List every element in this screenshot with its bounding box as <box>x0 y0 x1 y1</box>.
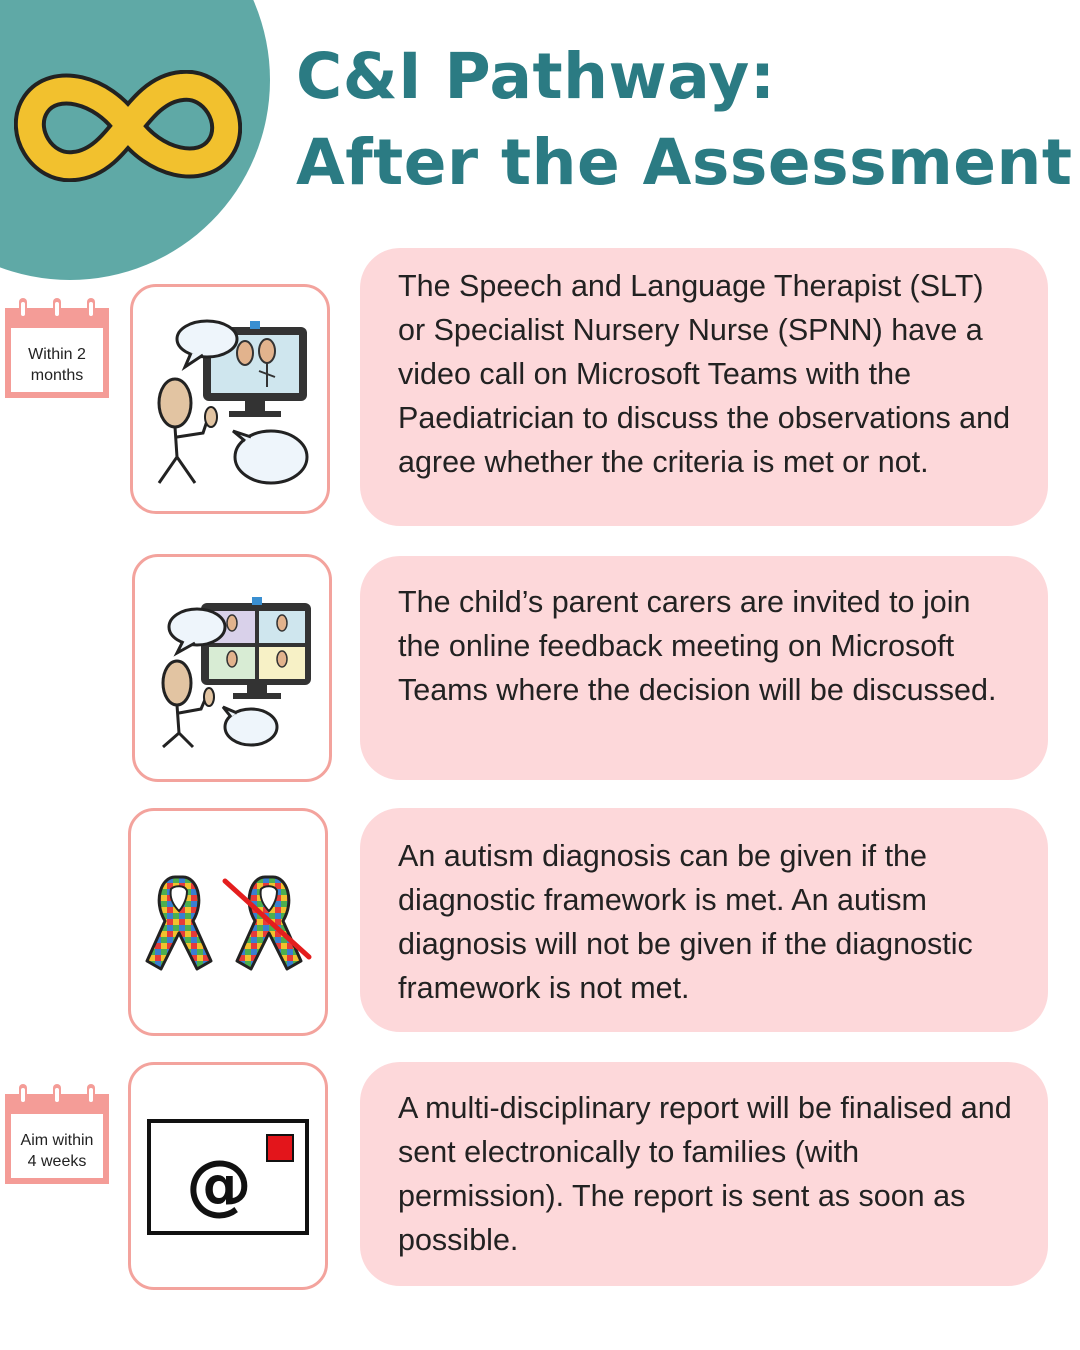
video-call-icon <box>133 287 327 511</box>
calendar-badge-step-4 <box>5 1084 109 1184</box>
step-3-text: An autism diagnosis can be given if the diagnostic framework is met. An autism diagnosis will not be given if the diagnostic framework is not met. <box>360 808 1048 1032</box>
step-3-icon-box <box>128 808 328 1036</box>
email-envelope-icon <box>131 1065 325 1287</box>
timing-label: Aim within 4 weeks <box>20 1132 94 1170</box>
svg-text:@: @ <box>186 1146 252 1223</box>
timing-label: Within 2 months <box>28 346 86 384</box>
step-1-text: The Speech and Language Therapist (SLT) or Specialist Nursery Nurse (SPNN) have a video call on Microsoft Teams with the Paediatrician to discuss the observations and agree whether the criteria is met or not. <box>360 248 1048 526</box>
step-1-icon-box <box>130 284 330 514</box>
step-4-icon-box <box>128 1062 328 1290</box>
page-title <box>296 34 1073 206</box>
autism-ribbon-icon <box>131 811 325 1033</box>
calendar-badge-step-1 <box>5 298 109 398</box>
title-line-1: C&I Pathway: <box>296 40 776 113</box>
group-video-call-icon <box>135 557 329 779</box>
step-2-icon-box <box>132 554 332 782</box>
title-line-2: After the Assessment <box>296 126 1073 199</box>
infinity-icon <box>14 70 242 182</box>
step-2-text: The child’s parent carers are invited to join the online feedback meeting on Microsoft Teams where the decision will be discussed. <box>360 556 1048 780</box>
step-4-text: A multi-disciplinary report will be finalised and sent electronically to families (with permission). The report is sent as soon as possible. <box>360 1062 1048 1286</box>
